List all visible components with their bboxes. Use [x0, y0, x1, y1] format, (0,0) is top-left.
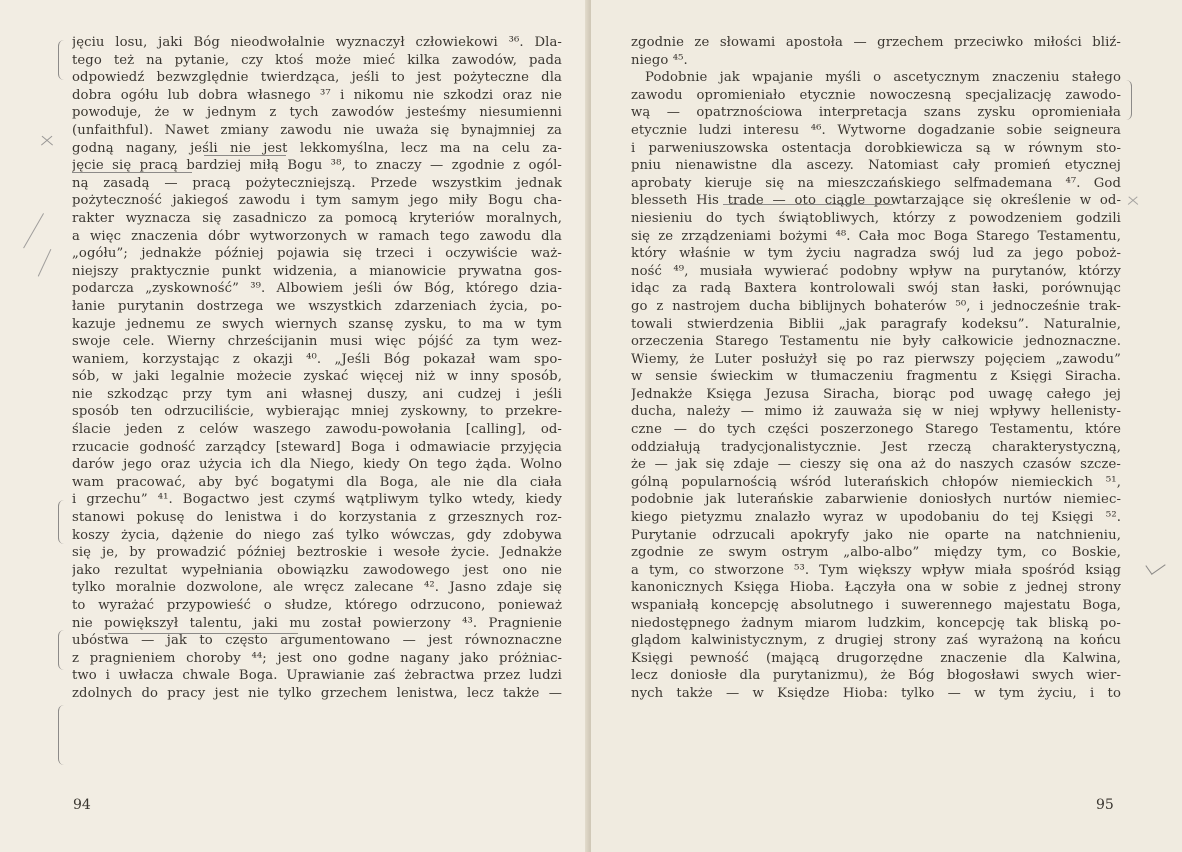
left-page-text-line: nie powiększył talentu, jaki mu został powierzony ⁴³. Pragnienie: [72, 615, 562, 631]
left-page-text-line: ślacie jeden z celów waszego zawodu-powołania [calling], od-: [72, 422, 562, 438]
pencil-cross-mark: [41, 136, 53, 147]
right-page-text-line: niedostępnego żadnym miarom ludzkim, koncepcję tak bliską po-: [631, 615, 1121, 631]
pencil-bracket-mark: [58, 630, 65, 670]
left-page-text-line: darów jego oraz użycia ich dla Niego, kiedy On tego żąda. Wolno: [72, 457, 562, 473]
left-page-text-line: wam pracować, aby być bogatymi dla Boga, ale nie dla ciała: [72, 474, 562, 490]
right-page-text-line: niego ⁴⁵.: [631, 52, 688, 68]
left-page-text-line: tego też na pytanie, czy ktoś może mieć kilka zawodów, pada: [72, 52, 562, 68]
pencil-bracket-mark: [58, 705, 65, 765]
left-page-text-line: powoduje, że w jednym z tych zawodów jesteśmy niesumienni: [72, 105, 562, 121]
right-page-text-line: oddziałują tradycjonalistycznie. Jest rzeczą charakterystyczną,: [631, 439, 1121, 455]
left-page-text-line: rzucacie godność zarządcy [steward] Boga i odmawiacie przyjęcia: [72, 439, 562, 455]
right-page-text-line: zawodu opromieniało etycznie nowoczesną specjalizację zawodo-: [631, 87, 1121, 103]
pencil-bracket-mark: [58, 500, 65, 544]
pencil-cross-mark: [41, 136, 53, 147]
pencil-cross-mark: [1128, 196, 1138, 205]
right-page-text-line: niesieniu do tych świątobliwych, którzy z powodzeniem godzili: [631, 210, 1121, 226]
right-page-text-line: ność ⁴⁹, musiała wywierać podobny wpływ na purytanów, którzy: [631, 263, 1121, 279]
right-page-text-line: idąc za radą Baxtera kontrolowali swój stan łaski, porównując: [631, 281, 1121, 297]
right-page-text-line: Jednakże Księga Jezusa Siracha, biorąc pod uwagę całego jej: [631, 386, 1121, 402]
right-page-text-line: gólną popularnością wśród luterańskich chłopów niemieckich ⁵¹,: [631, 474, 1121, 490]
pencil-stroke-mark: [38, 249, 52, 277]
right-page-text-line: się ze zrządzeniami bożymi ⁴⁸. Cała moc Boga Starego Testamentu,: [631, 228, 1121, 244]
pencil-cross-mark: [1128, 196, 1138, 205]
right-page-text-line: ducha, należy — mimo iż zauważa się w niej wpływy hellenisty-: [631, 404, 1121, 420]
right-page-text-line: Księgi pewność (mającą drugorzędne znaczenie dla Kalwina,: [631, 650, 1121, 666]
left-page-number: 94: [73, 797, 91, 813]
right-page-text-line: że — jak się zdaje — cieszy się ona aż do naszych czasów szcze-: [631, 457, 1121, 473]
right-page: [591, 0, 1182, 852]
left-page-text-line: z pragnieniem choroby ⁴⁴; jest ono godne nagany jako próżniac-: [72, 650, 562, 666]
left-page-text-line: „ogółu”; jednakże później pojawia się trzeci i oczywiście waż-: [72, 246, 562, 262]
right-page-text-line: kiego pietyzmu znalazło wyraz w upodobaniu do tej Księgi ⁵².: [631, 510, 1121, 526]
right-page-text-line: pniu nienawistne dla ascezy. Natomiast cały promień etycznej: [631, 158, 1121, 174]
left-page-text-line: podarcza „zyskowność” ³⁹. Albowiem jeśli ów Bóg, którego dzia-: [72, 281, 562, 297]
right-page-text-line: Purytanie odrzucali apokryfy jako nie oparte na natchnieniu,: [631, 527, 1121, 543]
right-page-text-line: a tym, co stworzone ⁵³. Tym większy wpływ miała spośród ksiąg: [631, 562, 1121, 578]
right-page-text-line: wspaniałą koncepcję absolutnego i suwerennego majestatu Boga,: [631, 598, 1121, 613]
pencil-check-mark: [1145, 556, 1165, 575]
left-page-text-line: godną nagany, jeśli nie jest lekkomyślna, lecz ma na celu za-: [72, 140, 562, 156]
left-page-text-line: kazuje jednemu ze swych wiernych szansę zysku, to ma w tym: [72, 316, 562, 332]
right-page-text-line: kanonicznych Księga Hioba. Łączyła ona w sobie z jednej strony: [631, 580, 1121, 596]
left-page-text-line: tylko moralnie dozwolone, ale wręcz zalecane ⁴². Jasno zdaje się: [72, 580, 562, 596]
left-page-text-line: ubóstwa — jak to często argumentowano — jest równoznaczne: [72, 633, 562, 649]
right-page-text-line: i parweniuszowska ostentacja dorobkiewicza są w równym sto-: [631, 140, 1121, 156]
right-page-text-line: zgodnie ze słowami apostoła — grzechem przeciwko miłości bliź-: [631, 35, 1121, 50]
right-page-text-line: aprobaty kieruje się na mieszczańskiego selfmademana ⁴⁷. God: [631, 175, 1121, 191]
left-page-text-line: jako rezultat wypełniania obowiązku zawodowego jest ono nie: [72, 562, 562, 578]
pencil-bracket-mark: [58, 40, 65, 80]
left-page-text-line: i grzechu” ⁴¹. Bogactwo jest czymś wątpliwym tylko wtedy, kiedy: [72, 492, 562, 508]
right-page-text-line: Podobnie jak wpajanie myśli o ascetycznym znaczeniu stałego: [645, 70, 1121, 86]
right-page-text-line: Wiemy, że Luter posłużył się po raz pierwszy pojęciem „zawodu”: [631, 351, 1121, 367]
right-page-text-line: który właśnie w tym życiu nagradza swój lud za jego poboż-: [631, 246, 1121, 262]
left-page-text-line: two i uwłacza chwale Boga. Uprawianie zaś żebractwa przez ludzi: [72, 668, 562, 684]
left-page-text-line: koszy życia, dążenie do niego zaś tylko wówczas, gdy zdobywa: [72, 527, 562, 543]
left-page-text: [72, 34, 562, 703]
right-page-text-line: czne — do tych części poszerzonego Starego Testamentu, które: [631, 422, 1121, 438]
left-page-text-line: stanowi pokusę do lenistwa i do korzystania z grzesznych roz-: [72, 510, 562, 526]
right-page-text-line: w sensie świeckim w tłumaczeniu fragmentu z Księgi Siracha.: [631, 369, 1121, 385]
left-page-text-line: sposób ten odrzuciliście, wybierając mniej zyskowny, to przekre-: [72, 404, 562, 420]
left-page-text-line: zdolnych do pracy jest nie tylko grzechem lenistwa, lecz także —: [72, 685, 562, 701]
right-page-text-line: blesseth His trade — oto ciągle powtarzające się określenie w od-: [631, 193, 1121, 209]
left-page-text-line: jęcie się pracą bardziej miłą Bogu ³⁸, to znaczy — zgodnie z ogól-: [72, 158, 562, 174]
pencil-stroke-mark: [23, 213, 45, 249]
pencil-bracket-mark: [1125, 80, 1132, 120]
right-page-text-line: glądom kalwinistycznym, z drugiej strony zaś wyrażoną na końcu: [631, 633, 1121, 649]
right-page-text-line: lecz doniosłe dla purytanizmu), że Bóg błogosławi swych wier-: [631, 668, 1121, 684]
left-page-text-line: jęciu losu, jaki Bóg nieodwołalnie wyznaczył człowiekowi ³⁶. Dla-: [72, 35, 562, 50]
left-page-text-line: ną zasadą — pracą pożyteczniejszą. Przede wszystkim jednak: [72, 175, 562, 191]
right-page-text-line: wą — opatrznościowa interpretacja szans zysku opromieniała: [631, 105, 1121, 121]
right-page-text-line: towali stwierdzenia Biblii „jak paragrafy kodeksu”. Naturalnie,: [631, 316, 1121, 332]
left-page-text-line: nie szkodząc przy tym ani własnej duszy, ani cudzej i jeśli: [72, 386, 562, 402]
left-page-text-line: waniem, korzystając z okazji ⁴⁰. „Jeśli Bóg pokazał wam spo-: [72, 351, 562, 367]
left-page-text-line: pożyteczność jakiegoś zawodu i tym samym jego miły Bogu cha-: [72, 193, 562, 209]
left-page-text-line: łanie purytanin dostrzega we wszystkich zdarzeniach życia, po-: [72, 298, 562, 314]
left-page-text-line: odpowiedź bezwzględnie twierdząca, jeśli to jest pożyteczne dla: [72, 70, 562, 86]
right-page-text-line: etycznie ludzi interesu ⁴⁶. Wytworne dogadzanie sobie seigneura: [631, 122, 1121, 138]
right-page-text: [631, 34, 1121, 703]
right-page-text-line: nych także — w Księdze Hioba: tylko — w tym życiu, i to: [631, 685, 1121, 701]
left-page-text-line: się je, by prowadzić później beztroskie i wesołe życie. Jednakże: [72, 545, 562, 561]
right-page-text-line: orzeczenia Starego Testamentu nie były całkowicie jednoznaczne.: [631, 334, 1121, 350]
left-page-text-line: (unfaithful). Nawet zmiany zawodu nie uważa się bynajmniej za: [72, 122, 562, 138]
right-page-text-line: go z nastrojem ducha biblijnych bohaterów ⁵⁰, i jednocześnie trak-: [631, 298, 1121, 314]
left-page-text-line: sób, w jaki legalnie możecie zyskać więcej niż w inny sposób,: [72, 369, 562, 385]
left-page-text-line: to wyrażać przypowieść o słudze, którego odrzucono, ponieważ: [72, 598, 562, 613]
left-page-text-line: swoje cele. Wierny chrześcijanin musi więc pójść za tym wez-: [72, 334, 562, 350]
right-page-number: 95: [1096, 797, 1114, 813]
left-page-text-line: dobra ogółu lub dobra własnego ³⁷ i nikomu nie szkodzi oraz nie: [72, 87, 562, 103]
right-page-text-line: zgodnie ze swym ostrym „albo-albo” między tym, co Boskie,: [631, 545, 1121, 561]
left-page-text-line: a więc znaczenia dóbr wytworzonych w ramach tego zawodu dla: [72, 228, 562, 244]
left-page-text-line: rakter wyznacza się zasadniczo za pomocą kryteriów moralnych,: [72, 210, 562, 226]
left-page-text-line: niejszy praktycznie punkt widzenia, a mianowicie prywatna gos-: [72, 263, 562, 279]
right-page-text-line: podobnie jak luterańskie zabarwienie doniosłych nurtów niemiec-: [631, 492, 1121, 508]
